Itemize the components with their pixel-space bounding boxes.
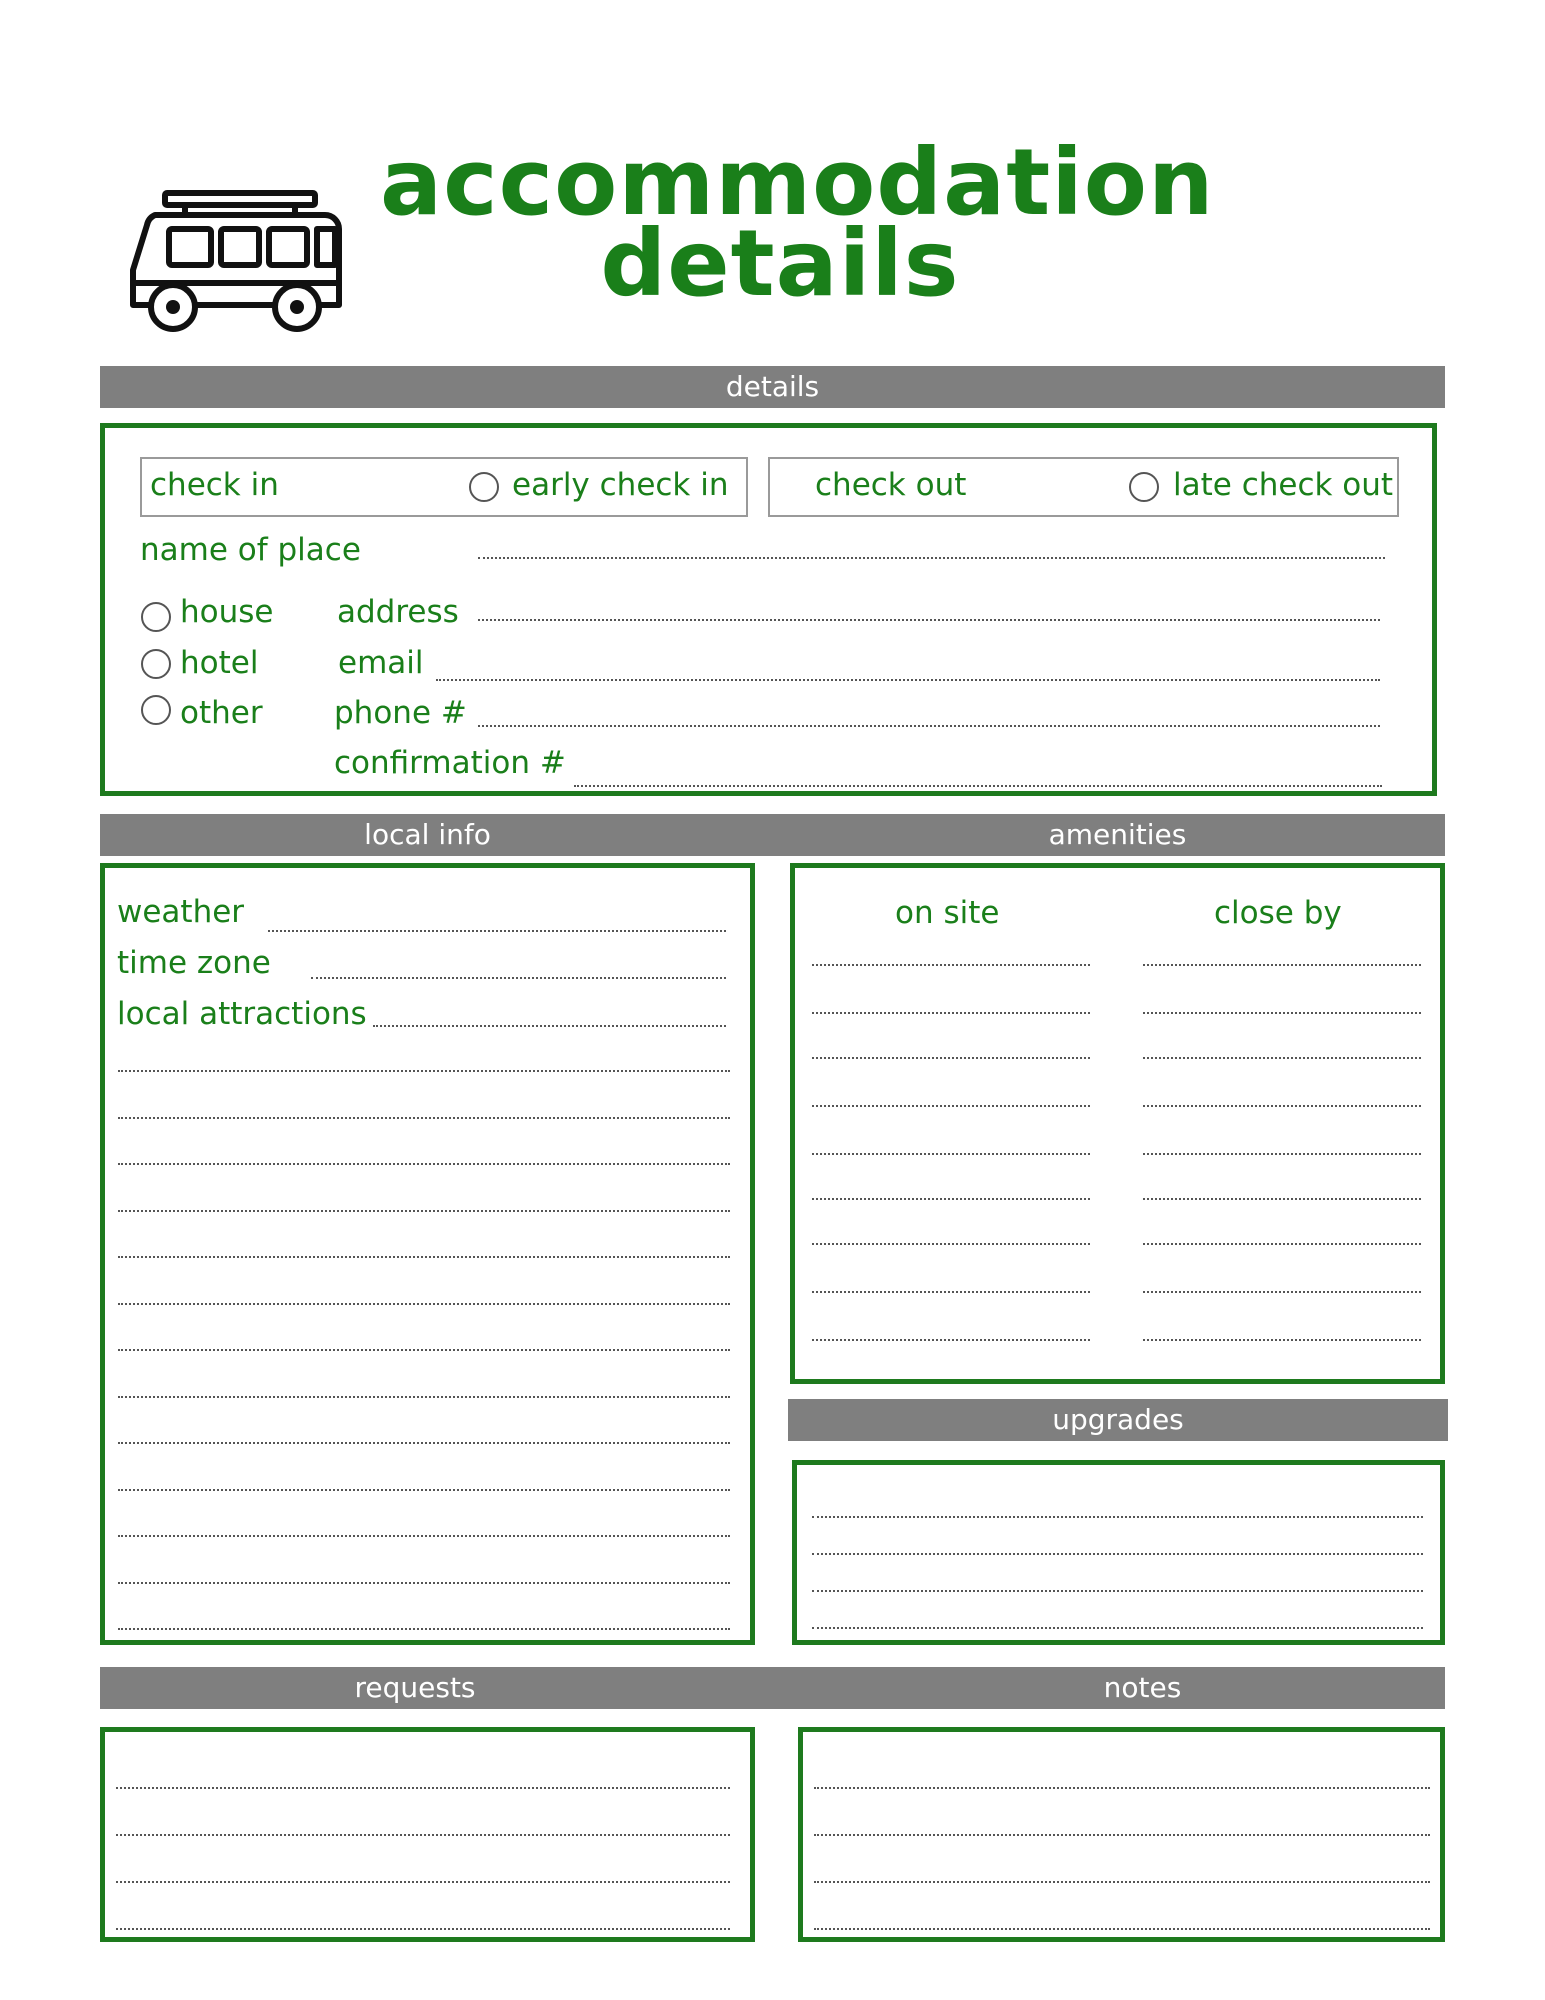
upgrades-header xyxy=(788,1399,1448,1441)
local-attractions-label: local attractions xyxy=(117,996,367,1032)
early-check-in-radio[interactable] xyxy=(469,472,499,502)
other-radio[interactable] xyxy=(141,695,171,725)
on-site-line[interactable] xyxy=(812,964,1090,966)
on-site-line[interactable] xyxy=(812,1153,1090,1155)
note-line[interactable] xyxy=(814,1928,1430,1930)
close-by-line[interactable] xyxy=(1143,1339,1421,1341)
weather-label: weather xyxy=(117,894,245,930)
amenities-box xyxy=(790,863,1445,1384)
note-line[interactable] xyxy=(814,1881,1430,1883)
amenities-header-label: amenities xyxy=(1048,818,1187,851)
local-info-line[interactable] xyxy=(118,1210,730,1212)
local-info-line[interactable] xyxy=(118,1070,730,1072)
on-site-line[interactable] xyxy=(812,1012,1090,1014)
early-check-in-label: early check in xyxy=(512,467,729,503)
local-info-line[interactable] xyxy=(118,1349,730,1351)
weather-line[interactable] xyxy=(268,930,726,932)
close-by-line[interactable] xyxy=(1143,1243,1421,1245)
on-site-line[interactable] xyxy=(812,1291,1090,1293)
request-line[interactable] xyxy=(116,1928,730,1930)
name-of-place-line[interactable] xyxy=(478,557,1385,559)
requests-header-label: requests xyxy=(354,1671,476,1704)
check-in-label: check in xyxy=(150,467,279,503)
notes-header-label: notes xyxy=(1103,1671,1182,1704)
close-by-label: close by xyxy=(1214,895,1342,931)
address-label: address xyxy=(337,594,459,630)
details-header xyxy=(100,366,1445,408)
local-info-line[interactable] xyxy=(118,1117,730,1119)
local-info-line[interactable] xyxy=(118,1582,730,1584)
page-title-line1: accommodation xyxy=(380,129,1215,236)
local-info-line[interactable] xyxy=(118,1628,730,1630)
on-site-line[interactable] xyxy=(812,1105,1090,1107)
request-line[interactable] xyxy=(116,1787,730,1789)
name-of-place-label: name of place xyxy=(140,532,361,568)
house-radio[interactable] xyxy=(141,602,171,632)
upgrade-line[interactable] xyxy=(812,1627,1423,1629)
upgrade-line[interactable] xyxy=(812,1516,1423,1518)
page-title-line2: details xyxy=(600,210,960,317)
local-info-line[interactable] xyxy=(118,1303,730,1305)
late-check-out-label: late check out xyxy=(1173,467,1394,503)
time-zone-line[interactable] xyxy=(311,977,726,979)
close-by-line[interactable] xyxy=(1143,1153,1421,1155)
local-attractions-line[interactable] xyxy=(373,1025,726,1027)
close-by-line[interactable] xyxy=(1143,1012,1421,1014)
request-line[interactable] xyxy=(116,1881,730,1883)
on-site-line[interactable] xyxy=(812,1243,1090,1245)
email-label: email xyxy=(338,645,424,681)
time-zone-label: time zone xyxy=(117,945,271,981)
on-site-line[interactable] xyxy=(812,1339,1090,1341)
house-label: house xyxy=(180,594,274,630)
phone-line[interactable] xyxy=(478,725,1380,727)
close-by-line[interactable] xyxy=(1143,1057,1421,1059)
local-info-line[interactable] xyxy=(118,1396,730,1398)
hotel-label: hotel xyxy=(180,645,259,681)
phone-label: phone # xyxy=(334,695,467,731)
email-line[interactable] xyxy=(436,679,1380,681)
late-check-out-radio[interactable] xyxy=(1129,472,1159,502)
on-site-line[interactable] xyxy=(812,1057,1090,1059)
details-header-label: details xyxy=(725,370,820,403)
local-info-line[interactable] xyxy=(118,1489,730,1491)
upgrade-line[interactable] xyxy=(812,1553,1423,1555)
confirmation-line[interactable] xyxy=(574,785,1382,787)
note-line[interactable] xyxy=(814,1787,1430,1789)
upgrade-line[interactable] xyxy=(812,1590,1423,1592)
close-by-line[interactable] xyxy=(1143,1291,1421,1293)
on-site-line[interactable] xyxy=(812,1198,1090,1200)
address-line[interactable] xyxy=(478,619,1380,621)
on-site-label: on site xyxy=(895,895,1000,931)
hotel-radio[interactable] xyxy=(141,649,171,679)
local-info-header-label: local info xyxy=(364,818,491,851)
other-label: other xyxy=(180,695,263,731)
close-by-line[interactable] xyxy=(1143,1198,1421,1200)
local-info-line[interactable] xyxy=(118,1163,730,1165)
close-by-line[interactable] xyxy=(1143,964,1421,966)
note-line[interactable] xyxy=(814,1834,1430,1836)
local-info-line[interactable] xyxy=(118,1256,730,1258)
local-info-line[interactable] xyxy=(118,1535,730,1537)
confirmation-label: confirmation # xyxy=(334,745,566,781)
close-by-line[interactable] xyxy=(1143,1105,1421,1107)
check-out-label: check out xyxy=(815,467,967,503)
van-icon xyxy=(125,185,345,340)
request-line[interactable] xyxy=(116,1834,730,1836)
upgrades-header-label: upgrades xyxy=(1052,1403,1184,1436)
local-info-line[interactable] xyxy=(118,1442,730,1444)
